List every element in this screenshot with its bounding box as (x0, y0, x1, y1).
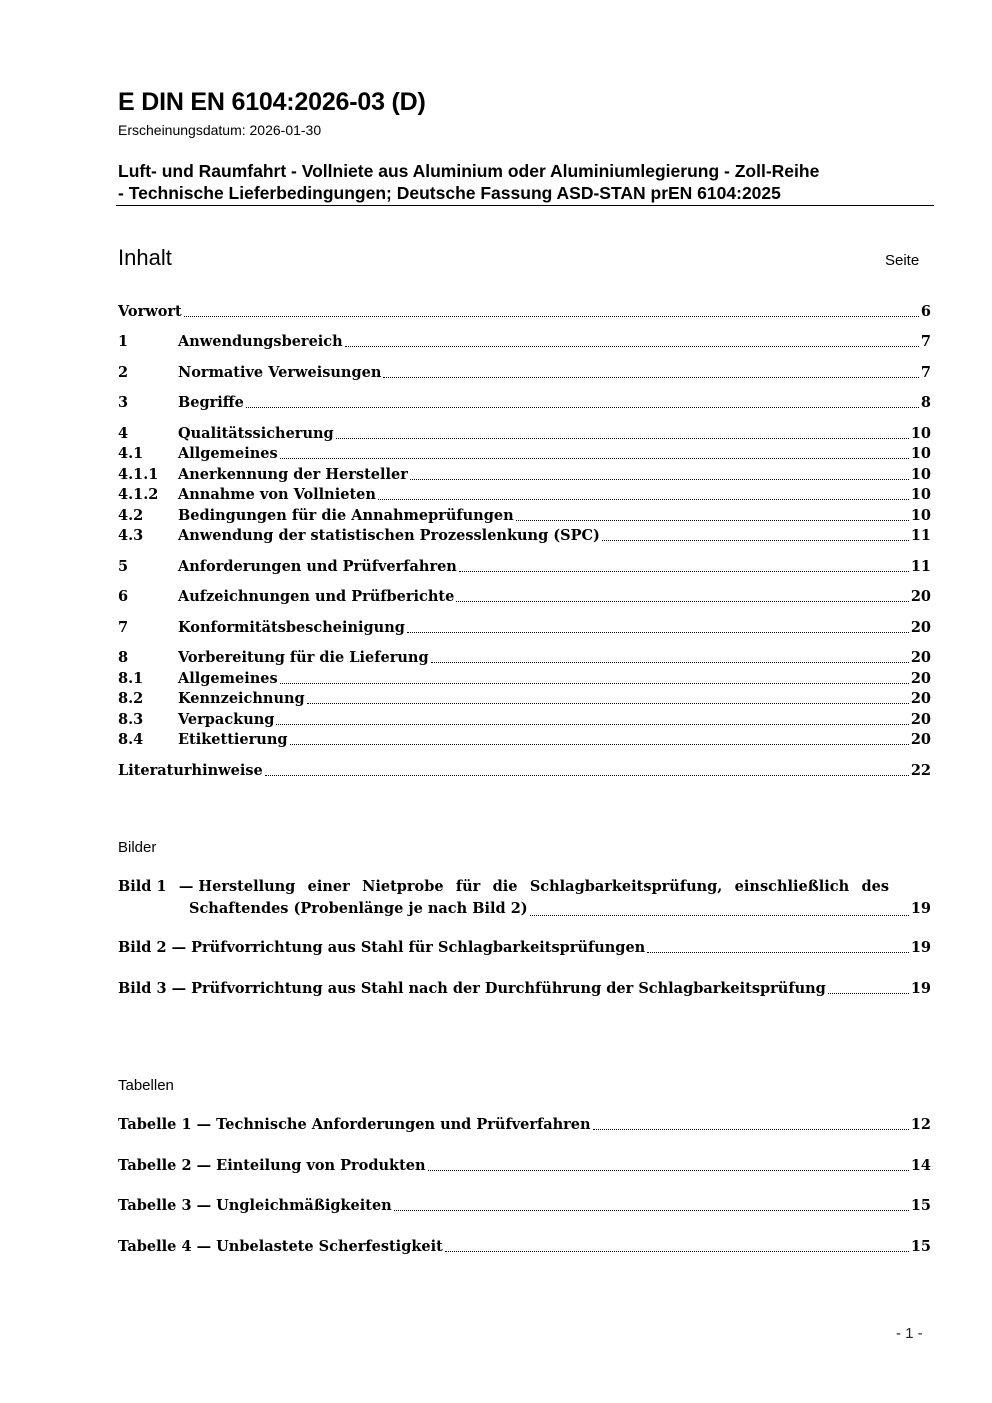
figure-entry-2[interactable] (118, 938, 931, 957)
dot-leader (530, 915, 909, 916)
toc-entry-page: 6 (920, 303, 931, 320)
title-divider (116, 205, 934, 206)
toc-entry-page: 20 (910, 690, 931, 707)
fig1-word: Nietprobe (362, 878, 444, 895)
table-entry-label: Tabelle 2 — Einteilung von Produkten (118, 1157, 426, 1174)
toc-entry-number: 6 (118, 588, 129, 605)
fig1-word: Schlagbarkeitsprüfung, (529, 878, 723, 895)
toc-entry-number: 4 (118, 425, 129, 442)
toc-entry-4-1-2[interactable] (118, 485, 931, 504)
toc-entry-label: Annahme von Vollnieten (178, 486, 376, 503)
toc-entry-number: 8 (118, 649, 129, 666)
toc-entry-1[interactable] (118, 332, 931, 351)
toc-entry-label: Vorbereitung für die Lieferung (178, 649, 429, 666)
figure-entry-page: 19 (910, 900, 931, 917)
toc-entry-page: 10 (910, 466, 931, 483)
toc-entry-number: 4.1.2 (118, 486, 159, 503)
dot-leader (246, 407, 919, 408)
toc-entry-label: Anwendungsbereich (178, 333, 343, 350)
toc-entry-4[interactable] (118, 424, 931, 443)
document-title (118, 160, 933, 204)
toc-entry-label: Verpackung (178, 711, 275, 728)
dot-leader (394, 1210, 909, 1211)
toc-entry-label: Begriffe (178, 394, 244, 411)
toc-entry-label: Qualitätssicherung (178, 425, 334, 442)
toc-page-column-label: Seite (885, 252, 920, 269)
toc-entry-5[interactable] (118, 557, 931, 576)
figure-entry-label: Bild 2 — Prüfvorrichtung aus Stahl für Schlagbarkeitsprüfungen (118, 939, 646, 956)
dot-leader (407, 632, 909, 633)
toc-entry-label: Normative Verweisungen (178, 364, 382, 381)
fig1-word: einer (307, 878, 350, 895)
toc-entry-page: 8 (920, 394, 931, 411)
dot-leader (647, 952, 909, 953)
dot-leader (431, 662, 909, 663)
toc-entry-number: 8.4 (118, 731, 144, 748)
tables-heading: Tabellen (118, 1077, 174, 1094)
dot-leader (410, 479, 909, 480)
table-entry-2[interactable] (118, 1156, 931, 1175)
dot-leader (345, 346, 919, 347)
toc-entry-label: Etikettierung (178, 731, 288, 748)
dot-leader (307, 703, 909, 704)
document-title-line-2: - Technische Lieferbedingungen; Deutsche Fassung ASD-STAN prEN 6104:2025 (118, 183, 781, 203)
table-entry-page: 15 (910, 1238, 931, 1255)
dot-leader (276, 724, 908, 725)
toc-entry-8-1[interactable] (118, 669, 931, 688)
fig1-word: einschließlich (734, 878, 850, 895)
toc-entry-page: 7 (920, 364, 931, 381)
toc-entry-number: 8.2 (118, 690, 144, 707)
dot-leader (383, 377, 919, 378)
table-entry-page: 14 (910, 1157, 931, 1174)
table-entry-3[interactable] (118, 1196, 931, 1215)
dot-leader (602, 540, 909, 541)
toc-entry-number: 2 (118, 364, 129, 381)
figure-entry-label: Bild 3 — Prüfvorrichtung aus Stahl nach der Durchführung der Schlagbarkeitsprüfung (118, 980, 826, 997)
dot-leader (184, 316, 919, 317)
fig1-word: für (455, 878, 481, 895)
figure-entry-page: 19 (910, 939, 931, 956)
toc-entry-number: 4.1 (118, 445, 144, 462)
publication-date: Erscheinungsdatum: 2026-01-30 (118, 122, 322, 138)
toc-entry-label: Aufzeichnungen und Prüfberichte (178, 588, 455, 605)
toc-entry-page: 20 (910, 619, 931, 636)
toc-entry-number: 4.2 (118, 507, 144, 524)
dot-leader (280, 458, 909, 459)
document-title-line-1: Luft- und Raumfahrt - Vollniete aus Aluminium oder Aluminiumlegierung - Zoll-Reihe (118, 161, 820, 181)
toc-entry-7[interactable] (118, 618, 931, 637)
toc-entry-number: 8.1 (118, 670, 144, 687)
dot-leader (456, 601, 908, 602)
toc-entry-number: 1 (118, 333, 129, 350)
table-entry-page: 12 (910, 1116, 931, 1133)
table-entry-label: Tabelle 4 — Unbelastete Scherfestigkeit (118, 1238, 443, 1255)
toc-entry-8[interactable] (118, 648, 931, 667)
dot-leader (428, 1170, 909, 1171)
dot-leader (378, 499, 909, 500)
toc-entry-number: 4.3 (118, 527, 144, 544)
toc-entry-label: Bedingungen für die Annahmeprüfungen (178, 507, 514, 524)
toc-entry-label: Kennzeichnung (178, 690, 305, 707)
table-entry-1[interactable] (118, 1115, 931, 1134)
toc-entry-label: Vorwort (118, 303, 182, 320)
toc-entry-label: Anwendung der statistischen Prozesslenkung (SPC) (178, 527, 600, 544)
document-code: E DIN EN 6104:2026-03 (D) (118, 88, 426, 116)
toc-entry-literaturhinweise[interactable] (118, 761, 931, 780)
dot-leader (445, 1251, 909, 1252)
toc-entry-8-3[interactable] (118, 710, 931, 729)
toc-entry-number: 4.1.1 (118, 466, 159, 483)
toc-entry-6[interactable] (118, 587, 931, 606)
toc-entry-label: Anforderungen und Prüfverfahren (178, 558, 457, 575)
table-entry-label: Tabelle 3 — Ungleichmäßigkeiten (118, 1197, 392, 1214)
table-entry-page: 15 (910, 1197, 931, 1214)
dot-leader (593, 1129, 909, 1130)
fig1-word: Bild 1 (118, 878, 167, 895)
toc-entry-number: 7 (118, 619, 129, 636)
page-number: - 1 - (896, 1325, 923, 1342)
toc-entry-8-4[interactable] (118, 730, 931, 749)
toc-entry-page: 22 (910, 762, 931, 779)
toc-entry-vorwort[interactable] (118, 302, 931, 321)
toc-entry-page: 20 (910, 711, 931, 728)
toc-entry-page: 10 (910, 425, 931, 442)
toc-entry-page: 20 (910, 588, 931, 605)
toc-entry-page: 10 (910, 486, 931, 503)
figure-entry-3[interactable] (118, 979, 931, 998)
toc-entry-4-3[interactable] (118, 526, 931, 545)
dot-leader (459, 571, 909, 572)
figure-entry-page: 19 (910, 980, 931, 997)
toc-entry-page: 20 (910, 670, 931, 687)
toc-entry-4-2[interactable] (118, 506, 931, 525)
toc-entry-page: 7 (920, 333, 931, 350)
toc-entry-number: 8.3 (118, 711, 144, 728)
toc-entry-label: Allgemeines (178, 670, 278, 687)
toc-entry-2[interactable] (118, 363, 931, 382)
dot-leader (290, 744, 909, 745)
toc-entry-page: 11 (910, 527, 931, 544)
fig1-word: — Herstellung (178, 878, 296, 895)
toc-entry-number: 5 (118, 558, 129, 575)
toc-entry-label: Allgemeines (178, 445, 278, 462)
dot-leader (265, 775, 909, 776)
figures-heading: Bilder (118, 839, 157, 856)
table-entry-4[interactable] (118, 1237, 931, 1256)
toc-entry-3[interactable] (118, 393, 931, 412)
toc-entry-page: 10 (910, 507, 931, 524)
toc-entry-label: Anerkennung der Hersteller (178, 466, 408, 483)
dot-leader (516, 520, 909, 521)
dot-leader (280, 683, 909, 684)
dot-leader (336, 438, 909, 439)
fig1-word: die (492, 878, 518, 895)
toc-entry-label: Literaturhinweise (118, 762, 263, 779)
toc-entry-label: Konformitätsbescheinigung (178, 619, 405, 636)
toc-entry-number: 3 (118, 394, 129, 411)
toc-entry-4-1-1[interactable] (118, 465, 931, 484)
figure-entry-1-line-2 (118, 898, 931, 920)
table-entry-label: Tabelle 1 — Technische Anforderungen und Prüfverfahren (118, 1116, 591, 1133)
toc-entry-page: 20 (910, 731, 931, 748)
toc-entry-page: 11 (910, 558, 931, 575)
dot-leader (828, 993, 909, 994)
toc-entry-page: 20 (910, 649, 931, 666)
figure-entry-1-line-1 (118, 876, 889, 898)
toc-entry-page: 10 (910, 445, 931, 462)
toc-entry-8-2[interactable] (118, 689, 931, 708)
toc-entry-4-1[interactable] (118, 444, 931, 463)
figure-entry-1[interactable] (118, 876, 931, 920)
toc-heading: Inhalt (118, 245, 172, 270)
fig1-word: des (861, 878, 889, 895)
figure-entry-label: Schaftendes (Probenlänge je nach Bild 2) (189, 900, 528, 917)
